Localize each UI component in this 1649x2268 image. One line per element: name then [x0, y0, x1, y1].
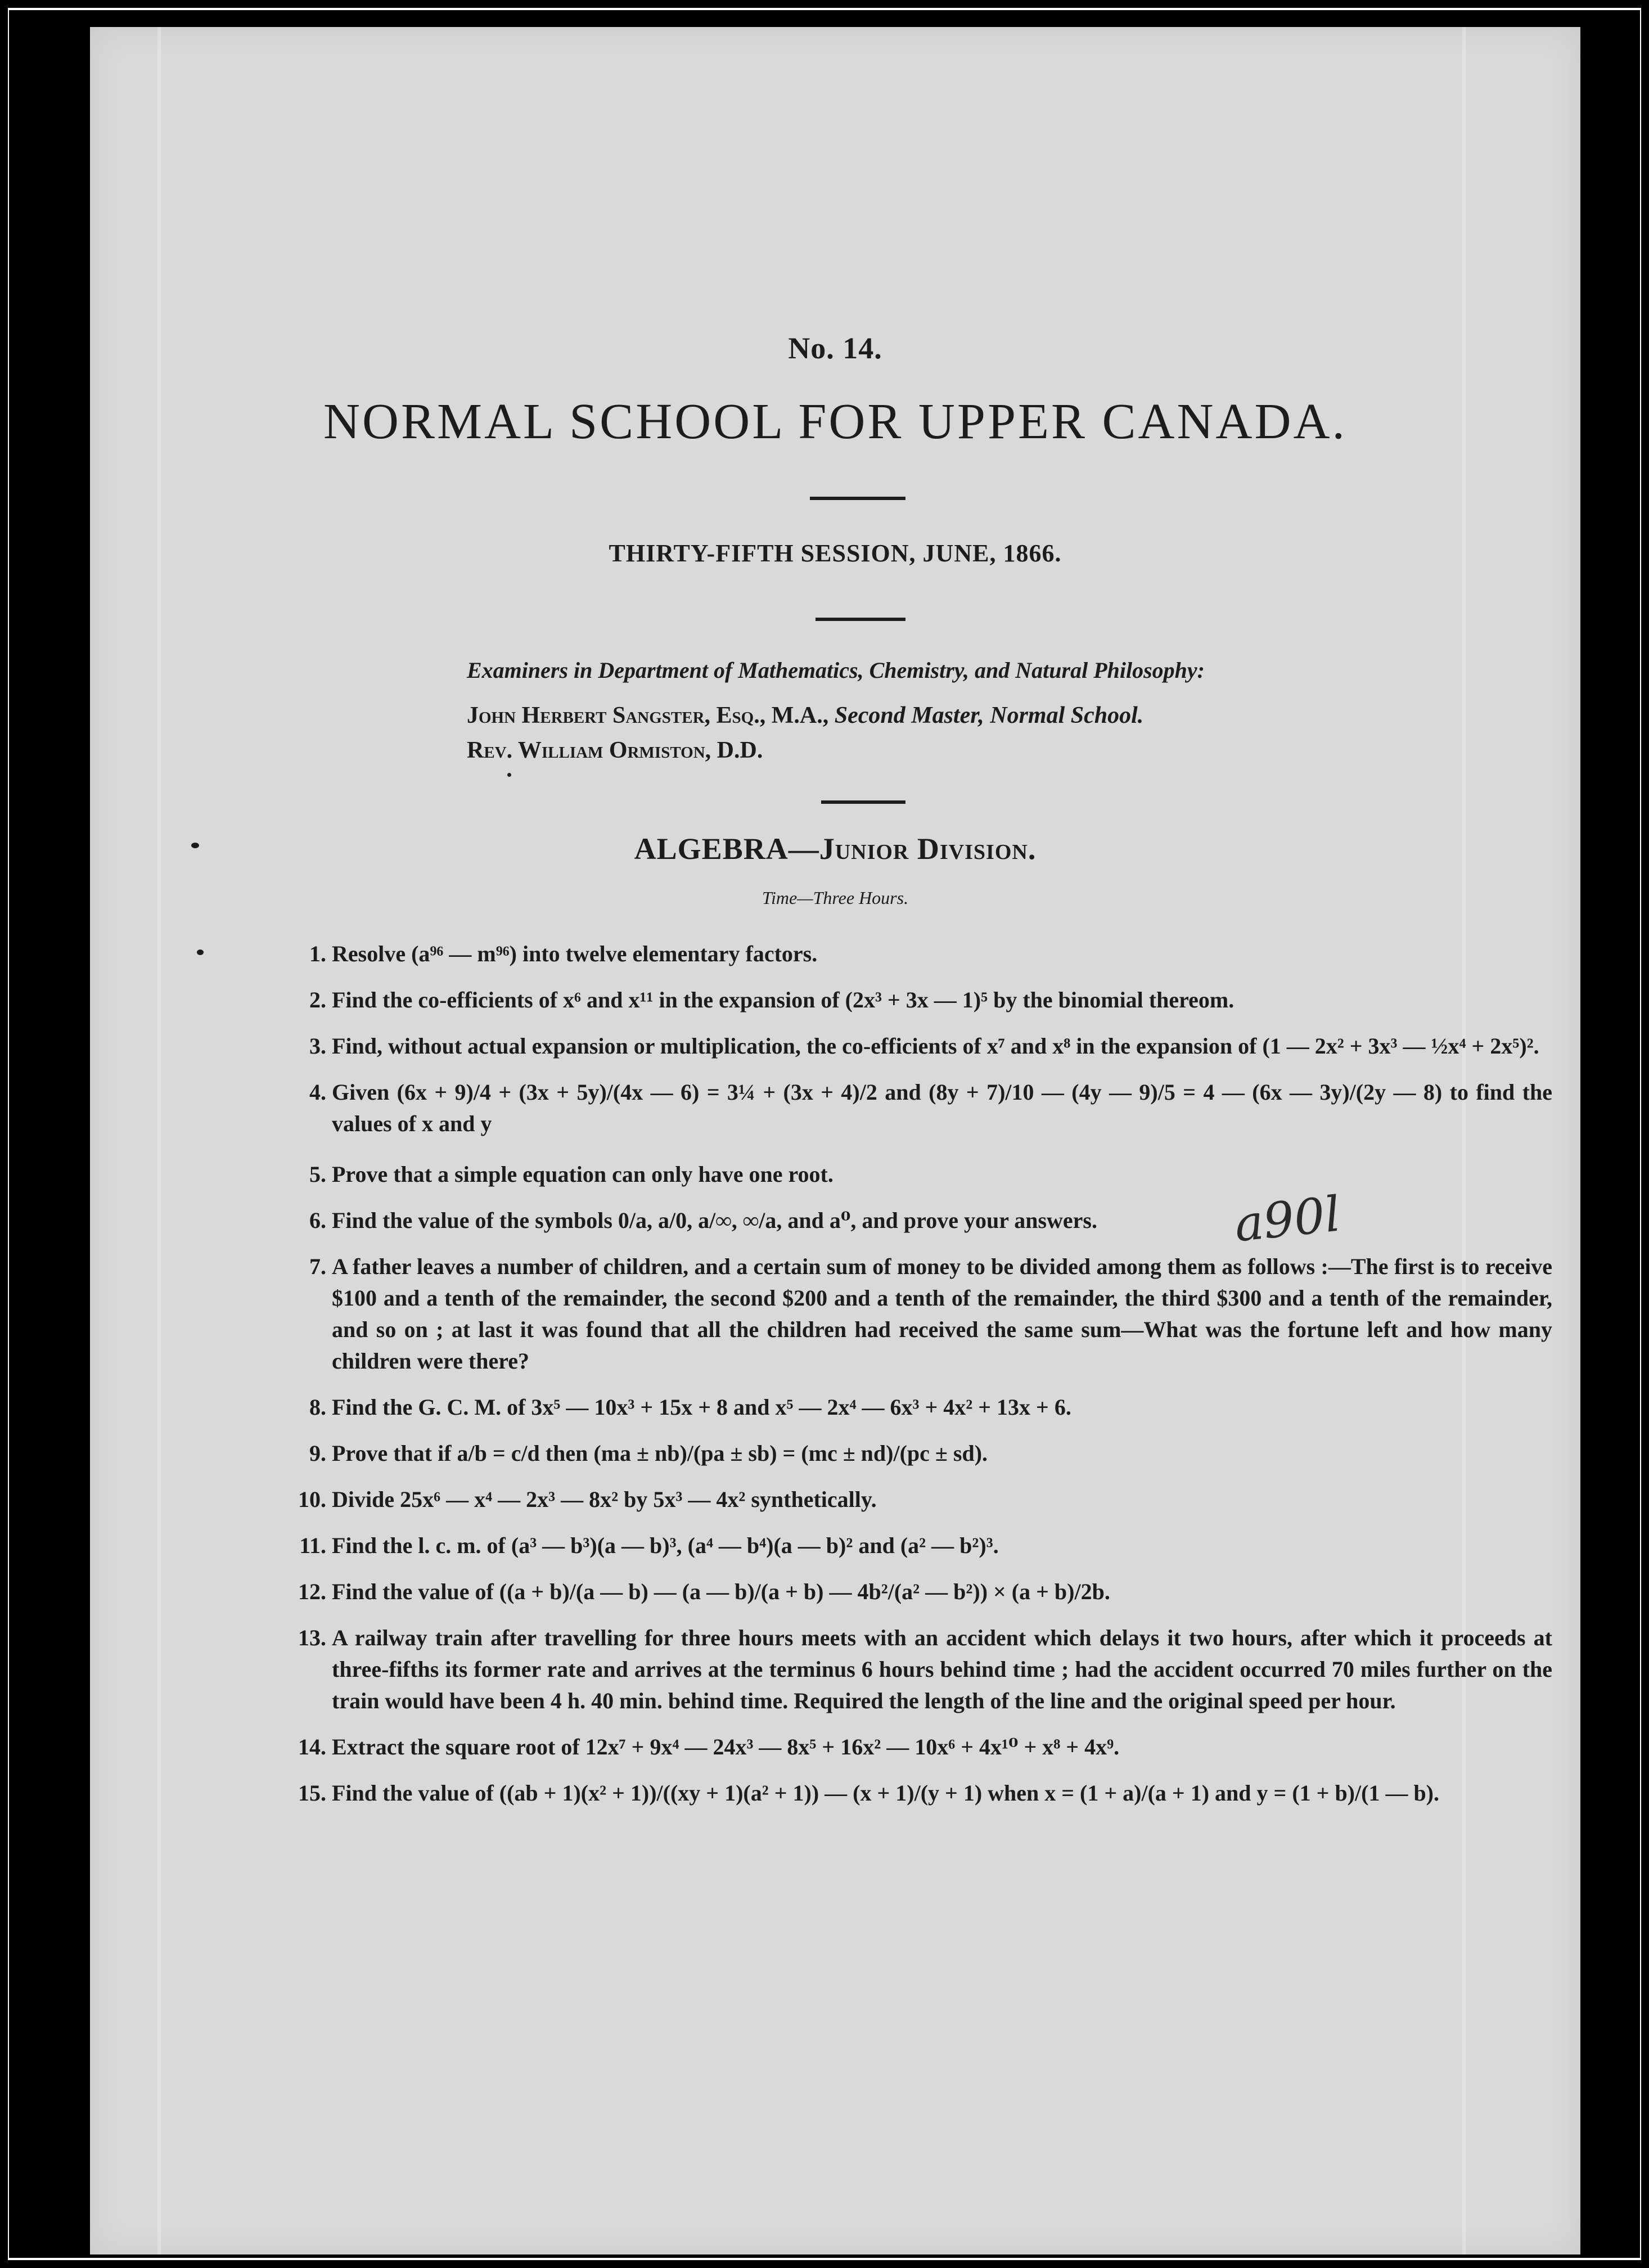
- question-number: 4.: [309, 1079, 326, 1105]
- question-item: [287, 1030, 1552, 1062]
- examiners-heading: Examiners in Department of Mathematics, Chemistry, and Natural Philosophy:: [467, 658, 1205, 683]
- question-number: 12.: [298, 1579, 326, 1604]
- question-number: 14.: [298, 1734, 326, 1760]
- question-text: Extract the square root of 12x⁷ + 9x⁴ — 24x³ — 8x⁵ + 16x² — 10x⁶ + 4x¹⁰ + x⁸ + 4x⁹.: [332, 1734, 1120, 1760]
- examiner-2-degree: D.D.: [711, 737, 763, 763]
- document-number: No. 14.: [788, 331, 882, 365]
- question-text: Find the G. C. M. of 3x⁵ — 10x³ + 15x + 8 and x⁵ — 2x⁴ — 6x³ + 4x² + 13x + 6.: [332, 1394, 1071, 1420]
- question-number: 7.: [309, 1254, 326, 1279]
- page-content: [90, 27, 1580, 2254]
- question-number: 10.: [298, 1487, 326, 1512]
- question-list: [287, 938, 1552, 1824]
- ink-speck: [191, 843, 199, 848]
- question-number: 2.: [309, 987, 326, 1012]
- handwritten-annotation: a90l: [1232, 1186, 1343, 1253]
- question-item: [287, 938, 1552, 970]
- question-number: 6.: [309, 1208, 326, 1233]
- question-item: [287, 1576, 1552, 1608]
- divider-rule: [810, 497, 905, 500]
- question-item: [287, 1159, 1552, 1190]
- time-allowed: Time—Three Hours.: [762, 888, 909, 908]
- divider-rule: [821, 800, 905, 804]
- question-number: 11.: [299, 1533, 326, 1558]
- question-text: Resolve (a⁹⁶ — m⁹⁶) into twelve elementary factors.: [332, 941, 818, 966]
- subject-heading: [90, 831, 1580, 866]
- question-text: Prove that if a/b = c/d then (ma ± nb)/(pa ± sb) = (mc ± nd)/(pc ± sd).: [332, 1441, 988, 1466]
- ink-speck: [197, 950, 204, 955]
- document-page: [90, 27, 1580, 2254]
- question-item: [287, 1392, 1552, 1423]
- question-item: [287, 1778, 1552, 1809]
- question-text: Prove that a simple equation can only have one root.: [332, 1162, 833, 1187]
- question-item: [287, 1438, 1552, 1469]
- question-number: 15.: [298, 1780, 326, 1806]
- question-number: 9.: [309, 1441, 326, 1466]
- question-text: A father leaves a number of children, and a certain sum of money to be divided among them as follows :—The first is to receive $100 and a tenth of the remainder, the second $200 and a tenth of the remainder, the third $300 and a tenth of the remainder, and so on ; at last it was found that all the children had received the same sum—What was the fortune left and how many children were there?: [332, 1254, 1552, 1374]
- examiner-1: [467, 702, 1143, 729]
- subject-main: ALGEBRA—: [634, 832, 819, 866]
- divider-rule: [816, 618, 905, 621]
- question-item: [287, 1484, 1552, 1515]
- question-text: A railway train after travelling for three hours meets with an accident which delays it two hours, after which it proceeds at three-fifths its former rate and arrives at the terminus 6 hours behind time ; had the accident occurred 70 miles further on the train would have been 4 h. 40 min. behind time. Required the length of the line and the original speed per hour.: [332, 1625, 1552, 1713]
- question-item: [287, 984, 1552, 1016]
- question-number: 13.: [298, 1625, 326, 1650]
- question-text: Given (6x + 9)/4 + (3x + 5y)/(4x — 6) = 3¼ + (3x + 4)/2 and (8y + 7)/10 — (4y — 9)/5 = 4 — (6x — 3y)/(2y — 8) to find the values of x and y: [332, 1079, 1552, 1136]
- question-number: 8.: [309, 1394, 326, 1420]
- question-item: [287, 1530, 1552, 1562]
- examiner-2-name: Rev. William Ormiston,: [467, 737, 711, 763]
- question-number: 5.: [309, 1162, 326, 1187]
- question-text: Find the value of ((ab + 1)(x² + 1))/((xy + 1)(a² + 1)) — (x + 1)/(y + 1) when x = (1 + a)/(a + 1) and y = (1 + b)/(1 — b).: [332, 1780, 1440, 1806]
- examiner-1-role: Second Master, Normal School.: [834, 703, 1144, 728]
- question-item: [287, 1077, 1552, 1140]
- ink-speck: [507, 773, 511, 777]
- question-text: Find the value of ((a + b)/(a — b) — (a — b)/(a + b) — 4b²/(a² — b²)) × (a + b)/2b.: [332, 1579, 1110, 1604]
- question-text: Find the l. c. m. of (a³ — b³)(a — b)³, (a⁴ — b⁴)(a — b)² and (a² — b²)³.: [332, 1533, 999, 1558]
- session-line: THIRTY-FIFTH SESSION, JUNE, 1866.: [609, 539, 1062, 567]
- examiner-1-name: John Herbert Sangster, Esq.,: [467, 703, 766, 728]
- subject-division: Junior Division.: [819, 832, 1037, 866]
- question-number: 3.: [309, 1033, 326, 1059]
- question-item: [287, 1622, 1552, 1717]
- examiner-1-degree: M.A.,: [765, 703, 835, 728]
- examiner-2: [467, 737, 763, 764]
- question-item: [287, 1731, 1552, 1763]
- question-text: Find the value of the symbols 0/a, a/0, a/∞, ∞/a, and a⁰, and prove your answers.: [332, 1208, 1097, 1233]
- question-item: [287, 1205, 1552, 1236]
- question-text: Find the co-efficients of x⁶ and x¹¹ in the expansion of (2x³ + 3x — 1)⁵ by the binomial thereom.: [332, 987, 1235, 1012]
- question-item: [287, 1251, 1552, 1377]
- question-number: 1.: [309, 941, 326, 966]
- question-text: Divide 25x⁶ — x⁴ — 2x³ — 8x² by 5x³ — 4x² synthetically.: [332, 1487, 877, 1512]
- document-title: NORMAL SCHOOL FOR UPPER CANADA.: [323, 394, 1348, 449]
- question-text: Find, without actual expansion or multiplication, the co-efficients of x⁷ and x⁸ in the expansion of (1 — 2x² + 3x³ — ½x⁴ + 2x⁵)².: [332, 1033, 1539, 1059]
